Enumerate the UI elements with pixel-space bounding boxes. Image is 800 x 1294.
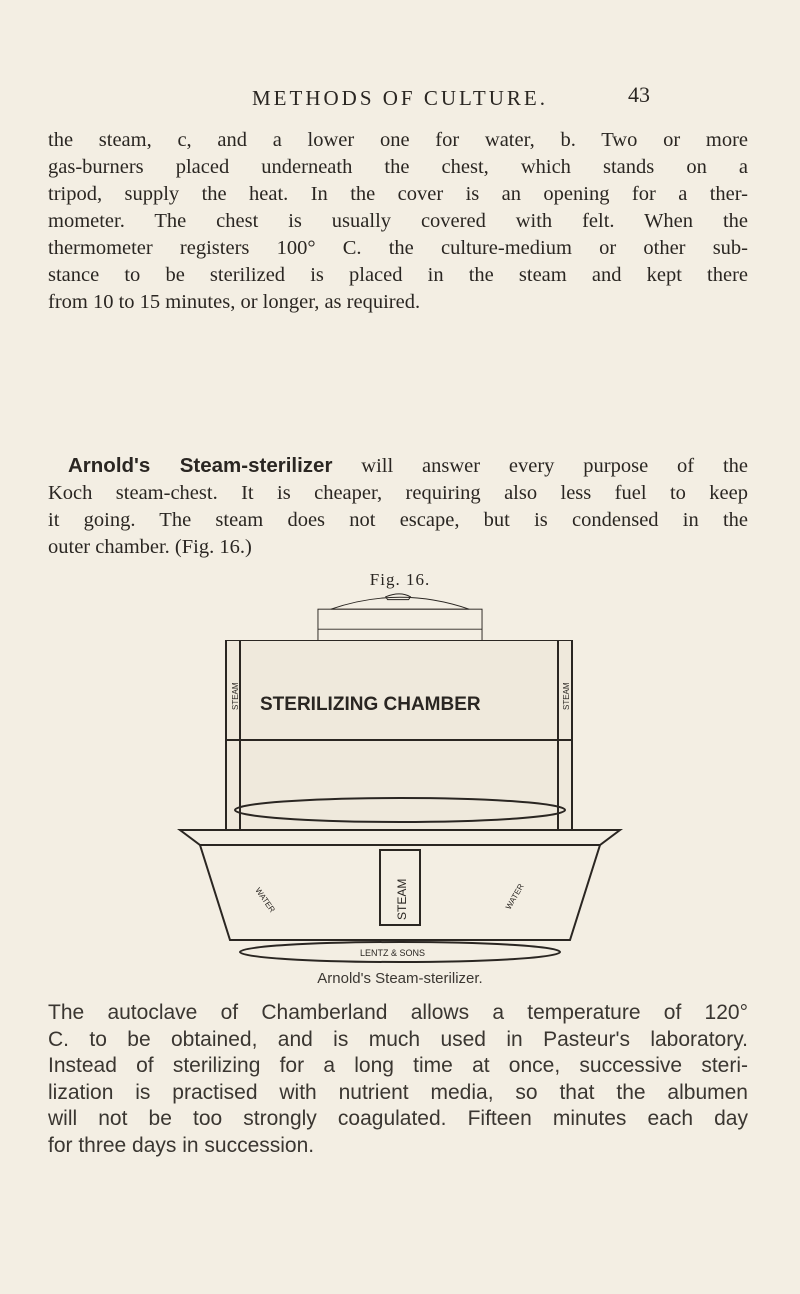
- water-label-left: WATER: [253, 885, 277, 915]
- text-line: gas-burners placed underneath the chest, which stands on a: [48, 156, 748, 178]
- paragraph-autoclave: [48, 1000, 748, 1159]
- text-run: will answer every purpose of the: [332, 455, 748, 477]
- page-header: [0, 82, 800, 116]
- term-arnold-sterilizer: Arnold's Steam-sterilizer: [68, 454, 333, 477]
- figure-caption: Arnold's Steam-sterilizer.: [317, 970, 483, 987]
- figure-label: Fig. 16.: [369, 570, 431, 589]
- steam-sterilizer-body: [160, 640, 640, 970]
- steam-label: STEAM: [395, 878, 409, 920]
- text-line: C. to be obtained, and is much used in Pasteur's laboratory.: [48, 1027, 748, 1051]
- text-line: Koch steam-chest. It is cheaper, requiring also less fuel to keep: [48, 482, 748, 504]
- text-line: lization is practised with nutrient media, so that the albumen: [48, 1080, 748, 1104]
- running-head: METHODS OF CULTURE.: [252, 86, 548, 110]
- text-line: Instead of sterilizing for a long time at once, successive steri-: [48, 1054, 748, 1077]
- paragraph-arnold-sterilizer: [48, 452, 748, 561]
- text-line: stance to be sterilized is placed in the steam and kept there: [48, 264, 748, 286]
- paragraph-steam-chest: [48, 127, 748, 316]
- text-line: The autoclave of Chamberland allows a temperature of 120°: [48, 1001, 748, 1024]
- text-line: [48, 452, 748, 480]
- water-label-right: WATER: [503, 882, 526, 911]
- text-line: will not be too strongly coagulated. Fifteen minutes each day: [48, 1107, 748, 1130]
- text-line: tripod, supply the heat. In the cover is an opening for a ther-: [48, 183, 748, 205]
- base-rim: [180, 830, 620, 845]
- text-line: mometer. The chest is usually covered with felt. When the: [48, 210, 748, 232]
- text-line: it going. The steam does not escape, but is condensed in the: [48, 509, 748, 531]
- text-line: for three days in succession.: [48, 1133, 315, 1157]
- maker-label: LENTZ & SONS: [360, 948, 426, 958]
- text-line: from 10 to 15 minutes, or longer, as required.: [48, 291, 421, 313]
- lid-dome: [331, 597, 469, 609]
- page-number: 43: [628, 82, 650, 107]
- text-line: thermometer registers 100° C. the culture-medium or other sub-: [48, 237, 748, 259]
- steam-label-right: STEAM: [562, 682, 571, 710]
- lid-knob: [386, 594, 411, 600]
- text-line: outer chamber. (Fig. 16.): [48, 536, 252, 558]
- steam-label-left: STEAM: [231, 682, 240, 710]
- text-line: the steam, c, and a lower one for water, b. Two or more: [48, 129, 748, 151]
- chamber-label: STERILIZING CHAMBER: [260, 694, 481, 715]
